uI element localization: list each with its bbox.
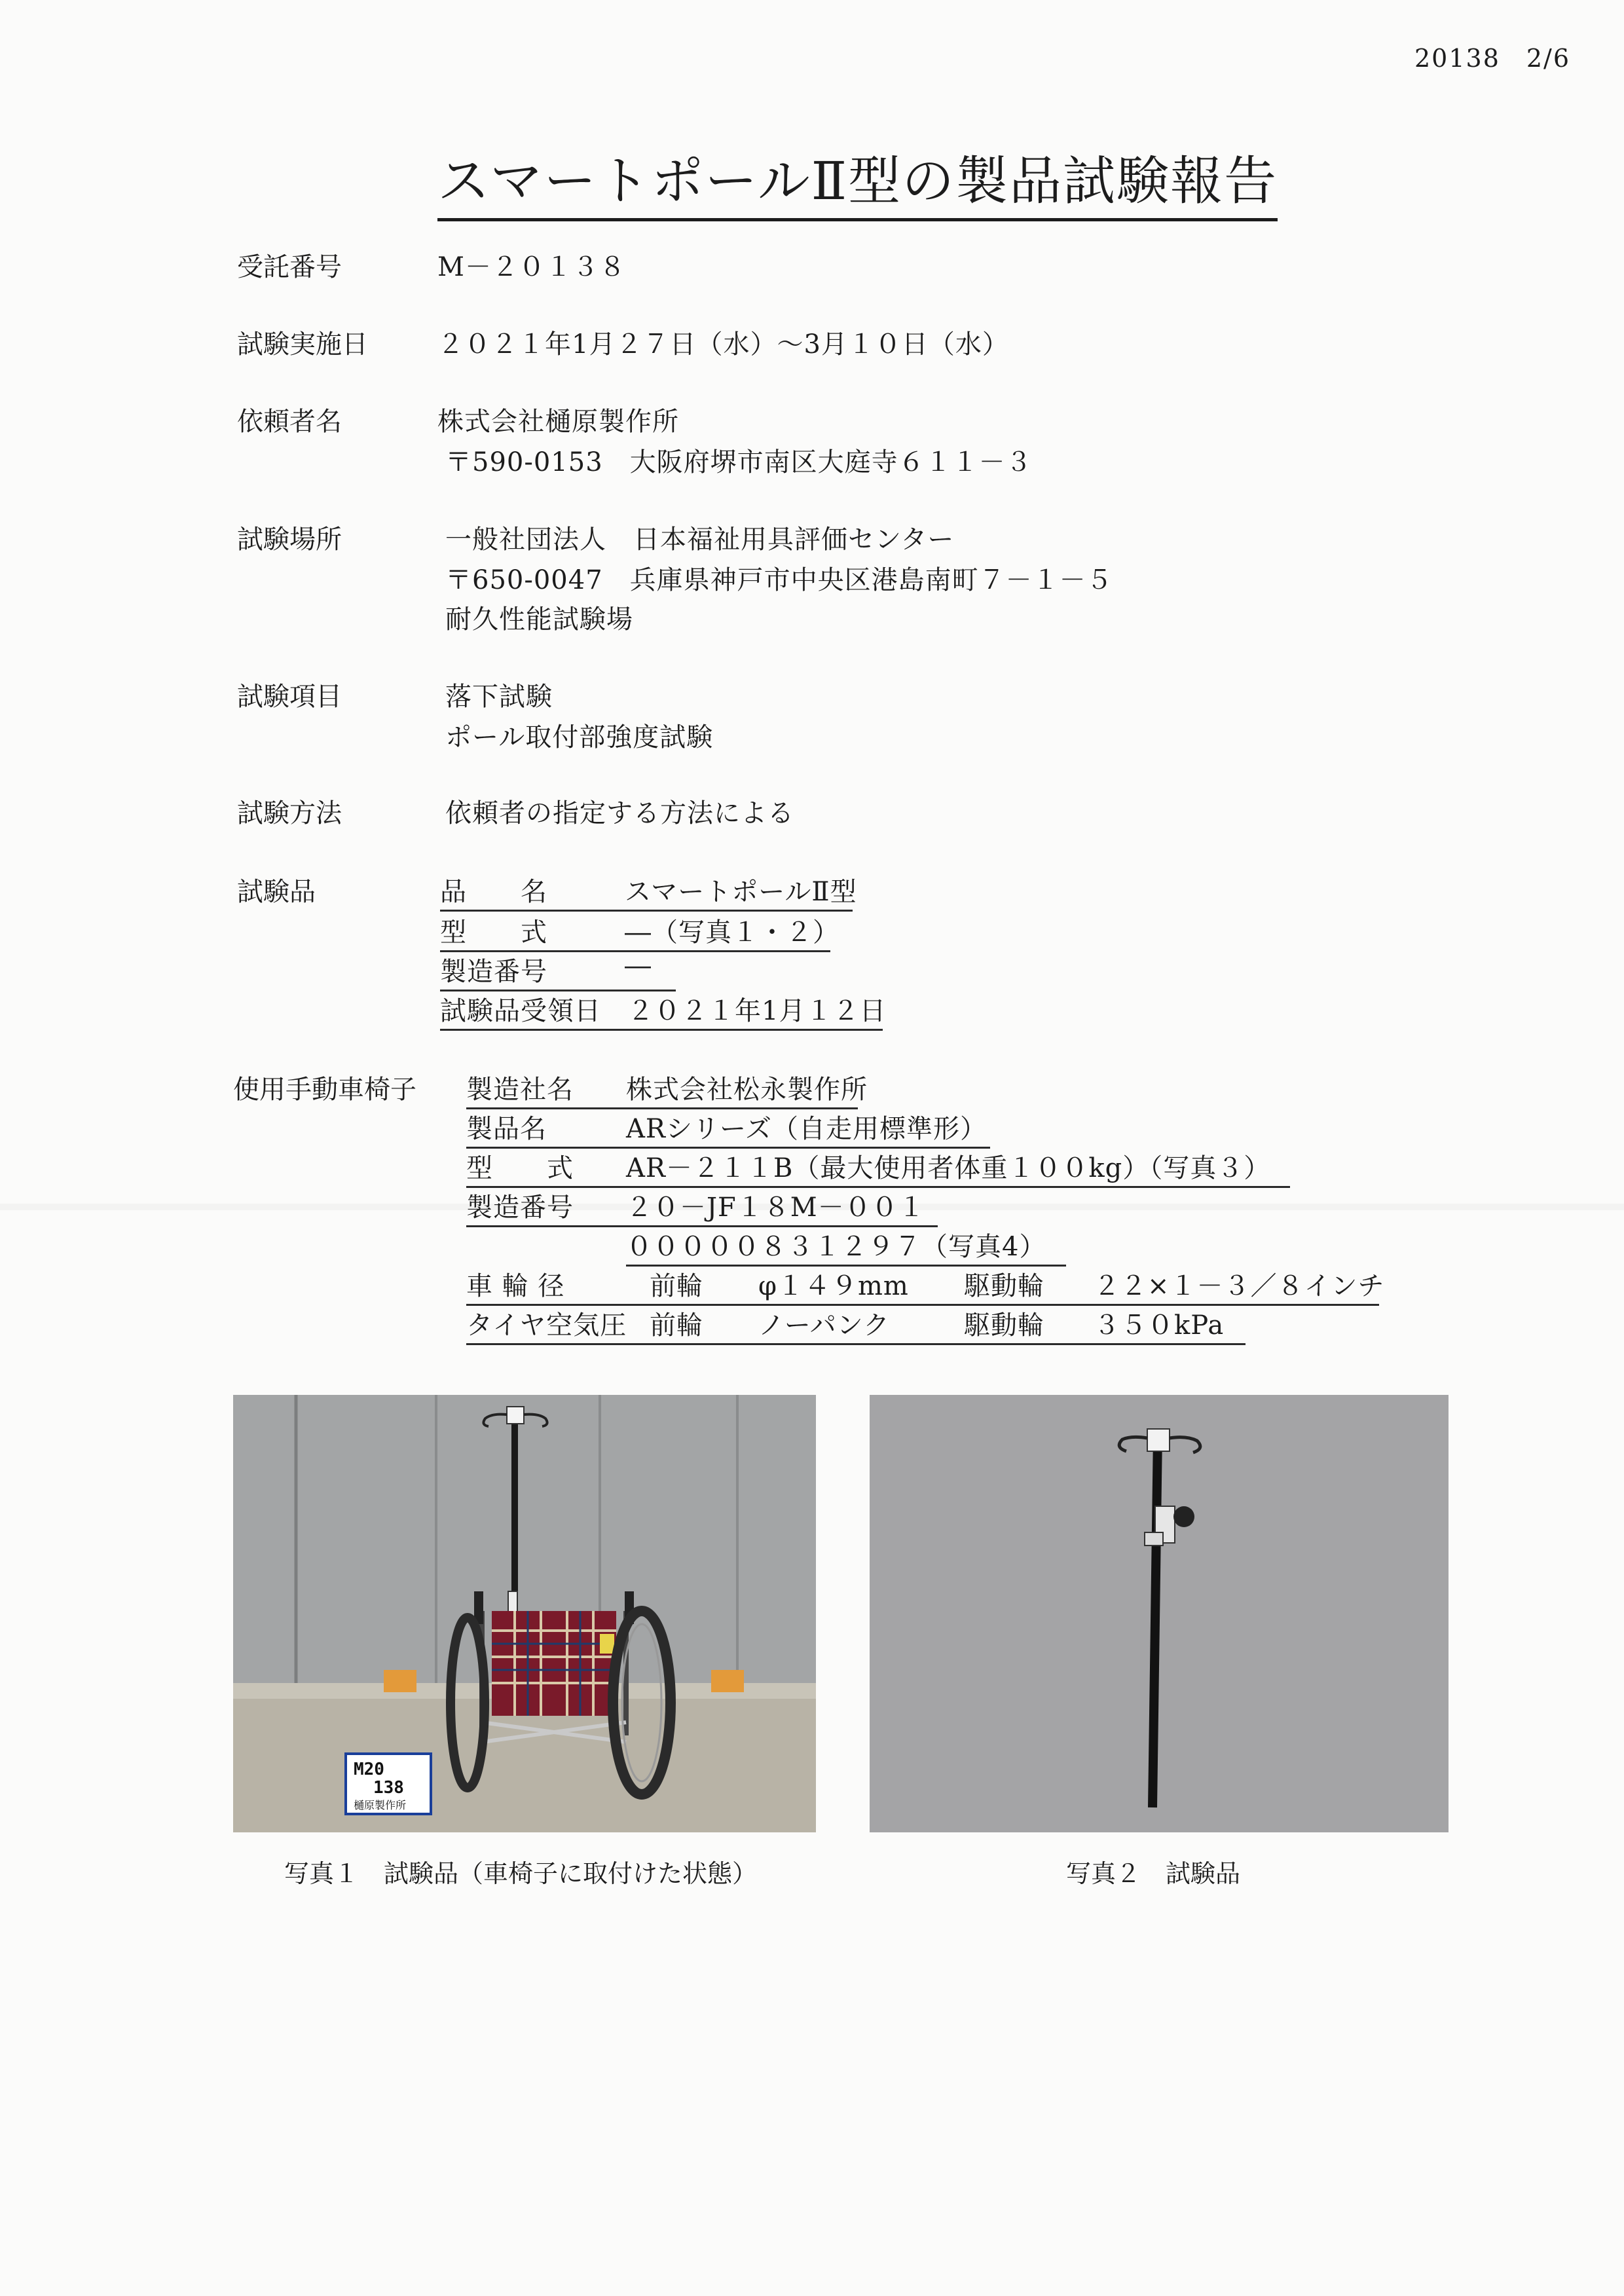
client-address: 〒590-0153 大阪府堺市南区大庭寺６１１－３ [445,447,1033,477]
wc-model-value: AR－２１１B（最大使用者体重１００kg）（写真３） [626,1153,1271,1183]
wheelchair-label: 使用手動車椅子 [233,1075,416,1105]
test-item-1: 落下試験 [445,682,553,712]
test-place-address: 〒650-0047 兵庫県神戸市中央区港島南町７－１－５ [445,565,1113,595]
wc-product-key: 製品名 [466,1114,547,1144]
test-method-value: 依頼者の指定する方法による [445,798,794,828]
sample-model-key: 型 式 [440,917,547,948]
photo-1-sign-line-3: 樋原製作所 [354,1799,407,1811]
photo-2-pole-image [870,1395,1449,1832]
client-name: 株式会社樋原製作所 [437,407,679,437]
sample-received-key: 試験品受領日 [440,996,601,1026]
wc-maker-row [466,1069,868,1109]
sample-serial-key: 製造番号 [440,957,547,987]
photo-1-sign-line-1: M20 [354,1760,384,1779]
sample-label: 試験品 [237,877,316,907]
wc-wheel-front-value: φ１４９mm [758,1271,909,1301]
photo-1 [233,1395,816,1832]
sample-serial-value: ― [625,951,652,981]
page-title: スマートポールⅡ型の製品試験報告 [437,139,1278,221]
photo-2-caption: 写真２ 試験品 [1066,1859,1241,1888]
test-date-value: ２０２１年1月２７日（水）～3月１０日（水） [437,329,1009,360]
wc-tire-drive-key: 駆動輪 [964,1310,1044,1341]
wc-serial-value-1: ２０－JF１８M－００１ [626,1193,925,1223]
wc-wheel-drive-value: ２２×１－３／８インチ [1094,1271,1385,1301]
sample-model-value: ―（写真１・２） [625,917,840,948]
sample-name-value: スマートポールⅡ型 [625,877,857,907]
wc-serial-key: 製造番号 [466,1193,574,1223]
photo-2 [870,1395,1449,1832]
wc-maker-key: 製造社名 [466,1075,574,1105]
wc-serial-value-2: ０００００８３１２９７（写真4） [626,1226,1066,1267]
wc-wheel-row [466,1265,1385,1306]
wc-wheel-front-key: 前輪 [650,1271,703,1301]
wc-product-row [466,1108,990,1149]
test-item-2: ポール取付部強度試験 [445,722,714,752]
wc-serial-row [466,1187,938,1227]
test-method-label: 試験方法 [237,798,342,828]
wc-tire-drive-value: ３５０kPa [1094,1310,1225,1341]
wc-tire-row [466,1305,1246,1345]
wc-wheel-drive-key: 駆動輪 [964,1271,1044,1301]
sample-name-key: 品 名 [440,877,547,907]
test-place-site: 耐久性能試験場 [445,604,633,635]
sample-name-row [440,871,857,912]
sample-received-value: ２０２１年1月１２日 [627,996,887,1026]
wc-tire-front-key: 前輪 [650,1310,703,1341]
consign-no-label: 受託番号 [237,252,342,282]
photo-1-sign-line-2: 138 [373,1778,404,1798]
wc-model-row [466,1147,1290,1188]
test-place-org: 一般社団法人 日本福祉用具評価センター [445,525,955,555]
photo-1-wheelchair-image [233,1395,816,1832]
wc-model-key: 型 式 [466,1153,574,1183]
sample-serial-row [440,951,676,991]
wc-wheel-key: 車 輪 径 [466,1271,565,1301]
test-items-label: 試験項目 [237,682,342,712]
consign-no-value: M－２０１３８ [437,252,626,282]
client-label: 依頼者名 [237,407,342,437]
photo-1-caption: 写真１ 試験品（車椅子に取付けた状態） [284,1859,758,1888]
test-place-label: 試験場所 [237,525,342,555]
wc-tire-key: タイヤ空気圧 [466,1310,627,1341]
page-reference: 20138 2/6 [1414,44,1571,73]
test-date-label: 試験実施日 [237,329,368,360]
sample-received-row [440,990,887,1031]
wc-tire-front-value: ノーパンク [758,1310,890,1341]
wc-product-value: ARシリーズ（自走用標準形） [626,1114,987,1144]
sample-model-row [440,912,840,952]
wc-maker-value: 株式会社松永製作所 [626,1075,868,1105]
